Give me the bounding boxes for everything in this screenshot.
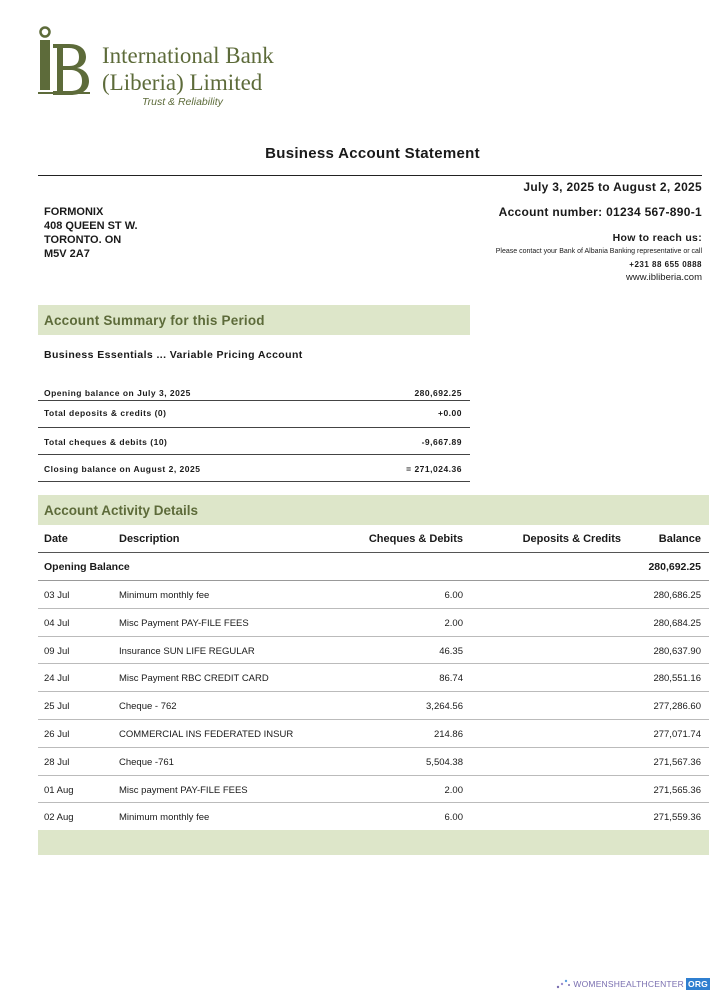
row-date: 28 Jul: [44, 756, 70, 768]
row-debit: 214.86: [433, 728, 463, 740]
table-row: [38, 609, 709, 637]
watermark-dots-icon: [555, 978, 571, 990]
table-row: [38, 692, 709, 720]
row-description: Cheque - 762: [119, 701, 177, 713]
row-balance: 271,565.36: [653, 784, 701, 796]
customer-address: [44, 205, 138, 261]
row-debit: 6.00: [444, 812, 463, 824]
contact-website[interactable]: www.ibliberia.com: [625, 272, 702, 283]
row-description: Insurance SUN LIFE REGULAR: [119, 645, 255, 657]
summary-row-debits: [38, 428, 470, 455]
contact-title: How to reach us:: [612, 232, 702, 244]
row-balance: 271,567.36: [653, 756, 701, 768]
customer-postal: M5V 2A7: [44, 248, 90, 260]
summary-label: Total cheques & debits (10): [44, 437, 168, 447]
row-balance: 280,637.90: [653, 645, 701, 657]
activity-table: [38, 525, 709, 831]
table-row: [38, 637, 709, 665]
row-date: 26 Jul: [44, 728, 70, 740]
activity-rows: [38, 581, 709, 831]
bank-logo: [36, 26, 336, 116]
activity-heading: Account Activity Details: [44, 503, 199, 518]
row-description: Misc Payment PAY-FILE FEES: [119, 617, 249, 629]
column-header-debits: Cheques & Debits: [368, 533, 463, 545]
row-debit: 6.00: [444, 590, 463, 601]
table-row: [38, 776, 709, 804]
opening-balance-value: 280,692.25: [648, 561, 701, 573]
watermark-text: WOMENSHEALTHCENTER: [573, 979, 685, 989]
row-balance: 280,551.16: [653, 673, 701, 685]
summary-value: -9,667.89: [421, 437, 462, 447]
row-date: 24 Jul: [44, 673, 70, 685]
row-description: Misc Payment RBC CREDIT CARD: [119, 673, 269, 685]
summary-row-deposits: [38, 401, 470, 428]
bank-logo-mark-icon: [36, 26, 94, 98]
row-date: 01 Aug: [44, 784, 74, 796]
bank-name-line1: International Bank: [102, 43, 274, 68]
bank-name-line2: (Liberia) Limited: [102, 70, 263, 95]
column-header-description: Description: [119, 533, 180, 545]
row-debit: 2.00: [444, 617, 463, 629]
activity-column-headers: [38, 525, 709, 553]
opening-balance-label: Opening Balance: [44, 561, 130, 573]
row-description: COMMERCIAL INS FEDERATED INSUR: [119, 728, 294, 740]
row-date: 03 Jul: [44, 590, 70, 601]
statement-title: Business Account Statement: [265, 145, 480, 162]
column-header-date: Date: [44, 533, 68, 545]
summary-table: [38, 383, 470, 482]
bank-tagline: Trust & Reliability: [142, 96, 223, 108]
row-description: Minimum monthly fee: [119, 590, 210, 601]
bank-name: [102, 42, 274, 96]
summary-label: Opening balance on July 3, 2025: [44, 388, 191, 398]
account-type: Business Essentials ... Variable Pricing Account: [44, 349, 303, 361]
table-row: [38, 581, 709, 609]
summary-header: [38, 305, 470, 335]
activity-header: [38, 495, 709, 525]
row-date: 02 Aug: [44, 812, 74, 824]
contact-note: Please contact your Bank of Albania Banking representative or call: [495, 248, 702, 255]
table-row: [38, 720, 709, 748]
row-date: 09 Jul: [44, 645, 70, 657]
summary-label: Closing balance on August 2, 2025: [44, 464, 201, 474]
summary-value: 280,692.25: [414, 388, 462, 398]
summary-label: Total deposits & credits (0): [44, 408, 167, 418]
row-description: Misc payment PAY-FILE FEES: [119, 784, 248, 796]
table-row: [38, 664, 709, 692]
account-number: Account number: 01234 567-890-1: [498, 205, 702, 219]
row-balance: 277,071.74: [653, 728, 701, 740]
row-balance: 280,684.25: [653, 617, 701, 629]
table-row: [38, 748, 709, 776]
row-debit: 3,264.56: [426, 701, 463, 713]
summary-row-closing: [38, 455, 470, 482]
contact-phone: +231 88 655 0888: [629, 260, 702, 269]
customer-name: FORMONIX: [44, 206, 104, 218]
row-debit: 86.74: [439, 673, 463, 685]
column-header-credits: Deposits & Credits: [522, 533, 621, 545]
summary-value: = 271,024.36: [406, 464, 462, 474]
row-description: Minimum monthly fee: [119, 812, 210, 824]
customer-city: TORONTO. ON: [44, 234, 122, 246]
row-debit: 2.00: [444, 784, 463, 796]
statement-period: July 3, 2025 to August 2, 2025: [523, 180, 702, 194]
row-debit: 46.35: [439, 645, 463, 657]
header-divider: [38, 175, 702, 176]
row-description: Cheque -761: [119, 756, 174, 768]
row-date: 04 Jul: [44, 617, 70, 629]
column-header-balance: Balance: [658, 533, 701, 545]
opening-balance-row: [38, 553, 709, 581]
table-row: [38, 803, 709, 831]
summary-row-opening: [38, 383, 470, 401]
row-balance: 280,686.25: [653, 590, 701, 601]
row-date: 25 Jul: [44, 701, 70, 713]
row-balance: 277,286.60: [653, 701, 701, 713]
summary-heading: Account Summary for this Period: [44, 313, 265, 328]
row-balance: 271,559.36: [653, 812, 701, 824]
row-debit: 5,504.38: [426, 756, 463, 768]
watermark: [555, 978, 710, 990]
summary-value: +0.00: [437, 408, 462, 418]
table-footer-band: [38, 830, 709, 855]
customer-street: 408 QUEEN ST W.: [44, 220, 138, 232]
watermark-suffix: ORG: [688, 979, 708, 989]
